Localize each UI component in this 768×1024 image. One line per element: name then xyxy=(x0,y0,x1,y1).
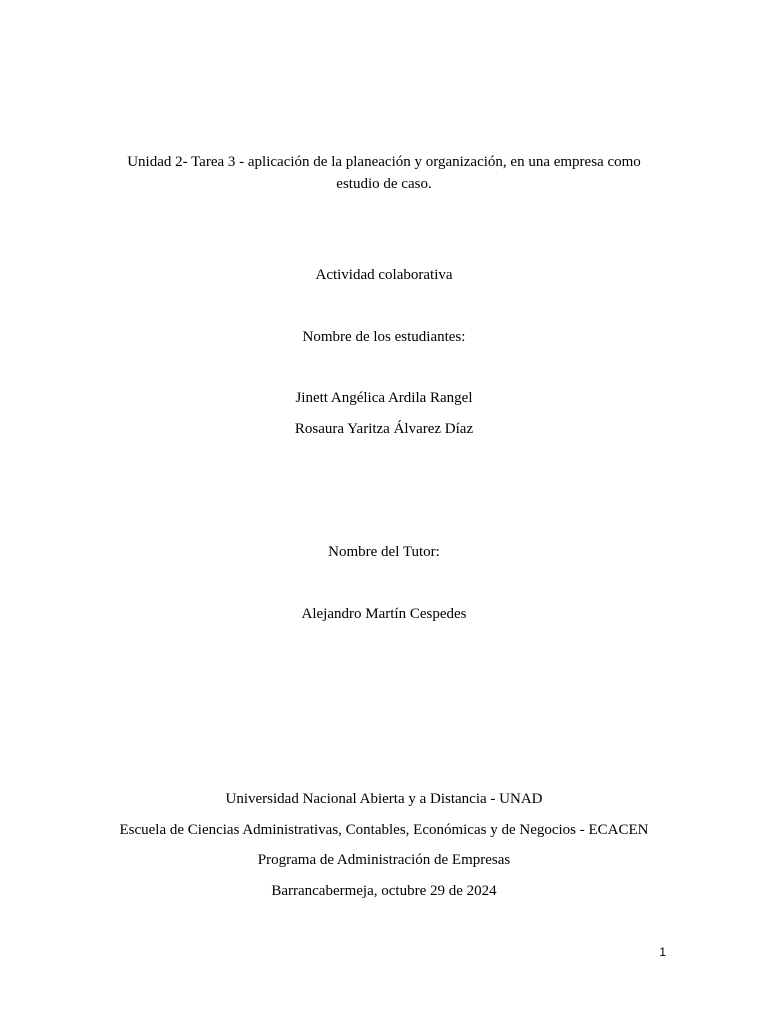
university-name: Universidad Nacional Abierta y a Distancia - UNAD xyxy=(225,791,543,807)
tutor-label: Nombre del Tutor: xyxy=(328,544,440,560)
title-line-2: estudio de caso. xyxy=(336,176,432,192)
place-and-date: Barrancabermeja, octubre 29 de 2024 xyxy=(271,883,497,899)
title-line-1: Unidad 2- Tarea 3 - aplicación de la planeación y organización, en una empresa como xyxy=(127,154,641,170)
page-number: 1 xyxy=(659,945,666,959)
school-name: Escuela de Ciencias Administrativas, Contables, Económicas y de Negocios - ECACEN xyxy=(119,822,649,838)
student-name-2: Rosaura Yaritza Álvarez Díaz xyxy=(294,421,474,437)
activity-type: Actividad colaborativa xyxy=(315,267,453,283)
student-name-1: Jinett Angélica Ardila Rangel xyxy=(295,390,473,406)
program-name: Programa de Administración de Empresas xyxy=(257,852,511,868)
document-title xyxy=(96,151,672,195)
students-label: Nombre de los estudiantes: xyxy=(302,329,466,345)
tutor-name: Alejandro Martín Cespedes xyxy=(301,606,467,622)
